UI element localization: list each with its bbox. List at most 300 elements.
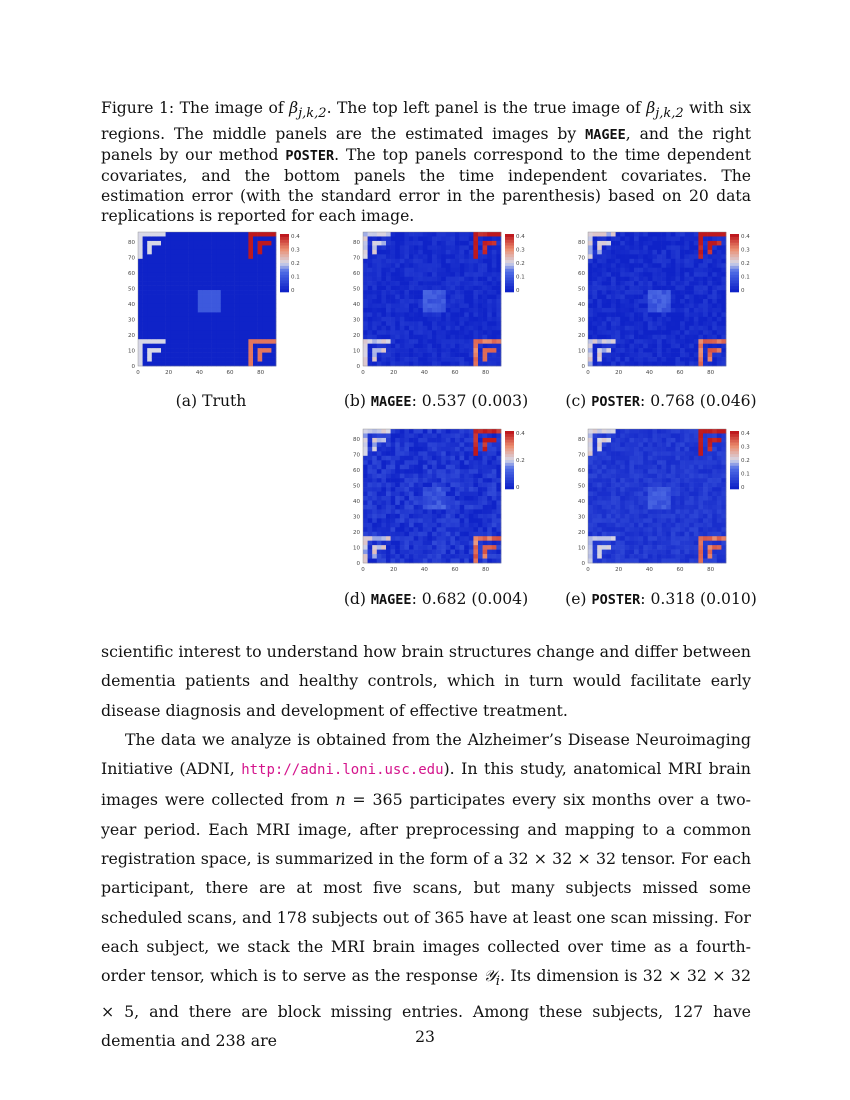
heatmap-cell bbox=[267, 295, 272, 300]
heatmap-cell bbox=[432, 308, 437, 313]
heatmap-cell bbox=[427, 465, 432, 470]
heatmap-cell bbox=[230, 321, 235, 326]
heatmap-cell bbox=[629, 254, 634, 259]
heatmap-cell bbox=[432, 545, 437, 550]
heatmap-cell bbox=[216, 232, 221, 237]
heatmap-cell bbox=[147, 277, 152, 282]
heatmap-cell bbox=[625, 433, 630, 438]
heatmap-cell bbox=[473, 268, 478, 273]
heatmap-cell bbox=[721, 335, 726, 340]
heatmap-cell bbox=[694, 496, 699, 501]
heatmap-cell bbox=[414, 362, 419, 367]
heatmap-cell bbox=[588, 496, 593, 501]
heatmap-cell bbox=[216, 277, 221, 282]
heatmap-cell bbox=[703, 277, 708, 282]
heatmap-cell bbox=[703, 433, 708, 438]
figure-truth bbox=[118, 228, 318, 378]
heatmap-cell bbox=[721, 353, 726, 358]
heatmap-cell bbox=[671, 456, 676, 461]
heatmap-cell bbox=[386, 277, 391, 282]
heatmap-cell bbox=[170, 286, 175, 291]
heatmap-cell bbox=[588, 295, 593, 300]
heatmap-cell bbox=[400, 478, 405, 483]
heatmap-cell bbox=[423, 317, 428, 322]
heatmap-cell bbox=[427, 290, 432, 295]
heatmap-cell bbox=[602, 541, 607, 546]
heatmap-cell bbox=[427, 348, 432, 353]
heatmap-cell bbox=[629, 245, 634, 250]
heatmap-cell bbox=[143, 312, 148, 317]
heatmap-cell bbox=[698, 321, 703, 326]
heatmap-cell bbox=[634, 339, 639, 344]
heatmap-cell bbox=[657, 348, 662, 353]
heatmap-cell bbox=[161, 308, 166, 313]
heatmap-cell bbox=[239, 326, 244, 331]
heatmap-cell bbox=[629, 344, 634, 349]
heatmap-cell bbox=[138, 250, 143, 255]
heatmap-cell bbox=[698, 232, 703, 237]
heatmap-cell bbox=[368, 429, 373, 434]
heatmap-cell bbox=[225, 321, 230, 326]
heatmap-cell bbox=[620, 344, 625, 349]
heatmap-cell bbox=[400, 344, 405, 349]
heatmap-cell bbox=[597, 286, 602, 291]
heatmap-cell bbox=[258, 259, 263, 264]
heatmap-cell bbox=[478, 308, 483, 313]
colorbar-segment bbox=[730, 249, 739, 252]
heatmap-cell bbox=[450, 344, 455, 349]
heatmap-cell bbox=[464, 277, 469, 282]
heatmap-cell bbox=[597, 541, 602, 546]
heatmap-cell bbox=[409, 478, 414, 483]
heatmap-cell bbox=[689, 500, 694, 505]
heatmap-cell bbox=[629, 523, 634, 528]
heatmap-cell bbox=[368, 527, 373, 532]
heatmap-cell bbox=[455, 277, 460, 282]
heatmap-cell bbox=[427, 232, 432, 237]
heatmap-cell bbox=[386, 550, 391, 555]
heatmap-cell bbox=[455, 308, 460, 313]
heatmap-cell bbox=[368, 438, 373, 443]
heatmap-cell bbox=[202, 281, 207, 286]
heatmap-cell bbox=[652, 254, 657, 259]
heatmap-cell bbox=[675, 523, 680, 528]
heatmap-cell bbox=[588, 505, 593, 510]
heatmap-cell bbox=[703, 527, 708, 532]
heatmap-cell bbox=[662, 303, 667, 308]
heatmap-cell bbox=[680, 429, 685, 434]
heatmap-cell bbox=[620, 433, 625, 438]
y-tick-label: 30 bbox=[353, 514, 360, 521]
heatmap-cell bbox=[680, 303, 685, 308]
heatmap-cell bbox=[418, 505, 423, 510]
heatmap-cell bbox=[216, 339, 221, 344]
heatmap-cell bbox=[675, 509, 680, 514]
heatmap-cell bbox=[708, 536, 713, 541]
heatmap-cell bbox=[689, 245, 694, 250]
heatmap-cell bbox=[248, 232, 253, 237]
heatmap-cell bbox=[391, 474, 396, 479]
heatmap-cell bbox=[441, 348, 446, 353]
heatmap-cell bbox=[694, 286, 699, 291]
heatmap-cell bbox=[625, 460, 630, 465]
heatmap-cell bbox=[717, 272, 722, 277]
heatmap-cell bbox=[487, 447, 492, 452]
heatmap-cell bbox=[652, 447, 657, 452]
heatmap-cell bbox=[469, 496, 474, 501]
heatmap-cell bbox=[487, 483, 492, 488]
heatmap-cell bbox=[662, 518, 667, 523]
heatmap-cell bbox=[391, 250, 396, 255]
x-tick-label: 20 bbox=[390, 567, 398, 573]
heatmap-cell bbox=[409, 353, 414, 358]
heatmap-cell bbox=[152, 321, 157, 326]
heatmap-cell bbox=[469, 527, 474, 532]
x-tick-label: 80 bbox=[707, 370, 715, 376]
heatmap-cell bbox=[267, 299, 272, 304]
heatmap-cell bbox=[418, 429, 423, 434]
heatmap-cell bbox=[611, 330, 616, 335]
heatmap-cell bbox=[427, 299, 432, 304]
heatmap-cell bbox=[262, 339, 267, 344]
heatmap-cell bbox=[606, 496, 611, 501]
heatmap-cell bbox=[225, 362, 230, 367]
heatmap-cell bbox=[432, 514, 437, 519]
heatmap-cell bbox=[648, 348, 653, 353]
heatmap-cell bbox=[363, 357, 368, 362]
heatmap-cell bbox=[597, 344, 602, 349]
heatmap-cell bbox=[643, 250, 648, 255]
heatmap-cell bbox=[616, 353, 621, 358]
heatmap-cell bbox=[166, 295, 171, 300]
heatmap-cell bbox=[423, 339, 428, 344]
heatmap-cell bbox=[712, 496, 717, 501]
heatmap-cell bbox=[639, 559, 644, 564]
heatmap-cell bbox=[602, 250, 607, 255]
heatmap-cell bbox=[437, 478, 442, 483]
heatmap-cell bbox=[487, 268, 492, 273]
colorbar-segment bbox=[505, 269, 514, 272]
heatmap-cell bbox=[175, 312, 180, 317]
heatmap-cell bbox=[450, 460, 455, 465]
heatmap-cell bbox=[492, 236, 497, 241]
heatmap-cell bbox=[418, 514, 423, 519]
heatmap-cell bbox=[363, 308, 368, 313]
heatmap-cell bbox=[648, 500, 653, 505]
heatmap-cell bbox=[597, 483, 602, 488]
heatmap-cell bbox=[212, 232, 217, 237]
heatmap-cell bbox=[225, 303, 230, 308]
heatmap-cell bbox=[689, 465, 694, 470]
heatmap-cell bbox=[606, 478, 611, 483]
heatmap-cell bbox=[698, 277, 703, 282]
heatmap-cell bbox=[409, 362, 414, 367]
heatmap-cell bbox=[652, 527, 657, 532]
heatmap-cell bbox=[483, 236, 488, 241]
heatmap-cell bbox=[611, 339, 616, 344]
heatmap-cell bbox=[597, 245, 602, 250]
heatmap-cell bbox=[492, 348, 497, 353]
x-tick-label: 20 bbox=[615, 567, 623, 573]
heatmap-cell bbox=[496, 281, 501, 286]
heatmap-cell bbox=[694, 321, 699, 326]
heatmap-cell bbox=[606, 465, 611, 470]
heatmap-cell bbox=[267, 344, 272, 349]
heatmap-cell bbox=[372, 326, 377, 331]
heatmap-cell bbox=[698, 483, 703, 488]
heatmap-cell bbox=[381, 483, 386, 488]
heatmap-cell bbox=[262, 330, 267, 335]
heatmap-cell bbox=[395, 487, 400, 492]
heatmap-cell bbox=[207, 295, 212, 300]
heatmap-cell bbox=[698, 541, 703, 546]
figure-magee-bottom bbox=[343, 425, 543, 575]
heatmap-cell bbox=[395, 362, 400, 367]
heatmap-cell bbox=[395, 232, 400, 237]
heatmap-cell bbox=[386, 469, 391, 474]
heatmap-cell bbox=[372, 353, 377, 358]
heatmap-cell bbox=[593, 496, 598, 501]
heatmap-cell bbox=[404, 321, 409, 326]
heatmap-cell bbox=[377, 241, 382, 246]
heatmap-cell bbox=[629, 487, 634, 492]
heatmap-cell bbox=[395, 523, 400, 528]
heatmap-cell bbox=[639, 451, 644, 456]
heatmap-cell bbox=[478, 514, 483, 519]
heatmap-cell bbox=[487, 509, 492, 514]
heatmap-cell bbox=[450, 286, 455, 291]
heatmap-cell bbox=[602, 536, 607, 541]
heatmap-cell bbox=[391, 509, 396, 514]
heatmap-cell bbox=[680, 465, 685, 470]
heatmap-cell bbox=[487, 451, 492, 456]
heatmap-cell bbox=[377, 541, 382, 546]
heatmap-cell bbox=[464, 527, 469, 532]
heatmap-cell bbox=[368, 317, 373, 322]
heatmap-cell bbox=[652, 474, 657, 479]
heatmap-cell bbox=[666, 281, 671, 286]
heatmap-cell bbox=[606, 254, 611, 259]
heatmap-cell bbox=[152, 277, 157, 282]
heatmap-cell bbox=[708, 550, 713, 555]
heatmap-cell bbox=[267, 303, 272, 308]
heatmap-cell bbox=[455, 478, 460, 483]
heatmap-cell bbox=[368, 308, 373, 313]
heatmap-cell bbox=[657, 312, 662, 317]
heatmap-cell bbox=[441, 554, 446, 559]
heatmap-cell bbox=[156, 254, 161, 259]
colorbar-tick-label: 0.3 bbox=[291, 247, 300, 254]
heatmap-cell bbox=[662, 527, 667, 532]
heatmap-cell bbox=[685, 438, 690, 443]
heatmap-cell bbox=[593, 460, 598, 465]
heatmap-cell bbox=[487, 335, 492, 340]
heatmap-cell bbox=[652, 232, 657, 237]
heatmap-cell bbox=[606, 456, 611, 461]
heatmap-cell bbox=[496, 339, 501, 344]
heatmap-cell bbox=[685, 353, 690, 358]
heatmap-cell bbox=[675, 469, 680, 474]
heatmap-cell bbox=[446, 509, 451, 514]
heatmap-cell bbox=[432, 474, 437, 479]
heatmap-cell bbox=[175, 326, 180, 331]
heatmap-cell bbox=[708, 456, 713, 461]
heatmap-cell bbox=[478, 277, 483, 282]
heatmap-cell bbox=[652, 312, 657, 317]
heatmap-cell bbox=[166, 321, 171, 326]
heatmap-cell bbox=[625, 295, 630, 300]
heatmap-cell bbox=[450, 541, 455, 546]
heatmap-cell bbox=[455, 263, 460, 268]
heatmap-cell bbox=[712, 330, 717, 335]
heatmap-cell bbox=[244, 290, 249, 295]
heatmap-cell bbox=[597, 317, 602, 322]
heatmap-cell bbox=[657, 451, 662, 456]
heatmap-cell bbox=[680, 478, 685, 483]
heatmap-cell bbox=[404, 545, 409, 550]
heatmap-cell bbox=[368, 460, 373, 465]
heatmap-cell bbox=[239, 250, 244, 255]
heatmap-cell bbox=[666, 505, 671, 510]
heatmap-cell bbox=[418, 295, 423, 300]
heatmap-cell bbox=[689, 487, 694, 492]
heatmap-cell bbox=[588, 254, 593, 259]
heatmap-cell bbox=[455, 518, 460, 523]
heatmap-cell bbox=[423, 541, 428, 546]
colorbar-segment bbox=[505, 249, 514, 252]
heatmap-cell bbox=[473, 277, 478, 282]
heatmap-cell bbox=[138, 317, 143, 322]
heatmap-cell bbox=[221, 321, 226, 326]
heatmap-cell bbox=[455, 268, 460, 273]
heatmap-cell bbox=[611, 433, 616, 438]
heatmap-cell bbox=[717, 245, 722, 250]
heatmap-cell bbox=[602, 518, 607, 523]
heatmap-cell bbox=[588, 245, 593, 250]
heatmap-cell bbox=[400, 308, 405, 313]
heatmap-cell bbox=[721, 451, 726, 456]
heatmap-cell bbox=[616, 541, 621, 546]
heatmap-cell bbox=[648, 272, 653, 277]
heatmap-cell bbox=[202, 326, 207, 331]
heatmap-cell bbox=[675, 268, 680, 273]
heatmap-cell bbox=[671, 321, 676, 326]
colorbar-segment bbox=[505, 460, 514, 463]
heatmap-cell bbox=[202, 299, 207, 304]
heatmap-cell bbox=[446, 460, 451, 465]
heatmap-cell bbox=[588, 321, 593, 326]
heatmap-cell bbox=[138, 290, 143, 295]
heatmap-cell bbox=[698, 536, 703, 541]
heatmap-cell bbox=[230, 268, 235, 273]
heatmap-cell bbox=[685, 460, 690, 465]
heatmap-cell bbox=[694, 277, 699, 282]
heatmap-cell bbox=[175, 317, 180, 322]
heatmap-cell bbox=[386, 541, 391, 546]
heatmap-cell bbox=[404, 447, 409, 452]
heatmap-cell bbox=[189, 299, 194, 304]
heatmap-cell bbox=[147, 348, 152, 353]
heatmap-cell bbox=[230, 245, 235, 250]
heatmap-cell bbox=[175, 299, 180, 304]
heatmap-cell bbox=[381, 509, 386, 514]
heatmap-cell bbox=[409, 496, 414, 501]
heatmap-cell bbox=[441, 496, 446, 501]
heatmap-cell bbox=[363, 286, 368, 291]
heatmap-cell bbox=[483, 303, 488, 308]
heatmap-cell bbox=[202, 335, 207, 340]
heatmap-cell bbox=[597, 456, 602, 461]
heatmap-cell bbox=[193, 232, 198, 237]
heatmap-cell bbox=[643, 281, 648, 286]
heatmap-cell bbox=[657, 483, 662, 488]
heatmap-cell bbox=[629, 353, 634, 358]
heatmap-cell bbox=[616, 326, 621, 331]
heatmap-cell bbox=[409, 286, 414, 291]
heatmap-cell bbox=[483, 536, 488, 541]
heatmap-cell bbox=[657, 550, 662, 555]
heatmap-cell bbox=[478, 433, 483, 438]
heatmap-cell bbox=[143, 268, 148, 273]
heatmap-cell bbox=[685, 469, 690, 474]
heatmap-cell bbox=[648, 281, 653, 286]
heatmap-cell bbox=[593, 303, 598, 308]
heatmap-cell bbox=[606, 362, 611, 367]
heatmap-cell bbox=[418, 460, 423, 465]
heatmap-cell bbox=[166, 250, 171, 255]
heatmap-cell bbox=[496, 527, 501, 532]
heatmap-cell bbox=[671, 523, 676, 528]
heatmap-cell bbox=[588, 456, 593, 461]
heatmap-cell bbox=[657, 236, 662, 241]
heatmap-cell bbox=[427, 554, 432, 559]
heatmap-cell bbox=[248, 263, 253, 268]
heatmap-cell bbox=[446, 496, 451, 501]
heatmap-cell bbox=[487, 330, 492, 335]
heatmap-cell bbox=[271, 277, 276, 282]
colorbar-segment bbox=[505, 475, 514, 478]
heatmap-cell bbox=[198, 312, 203, 317]
heatmap-cell bbox=[437, 335, 442, 340]
heatmap-cell bbox=[662, 250, 667, 255]
heatmap-cell bbox=[593, 478, 598, 483]
heatmap-cell bbox=[437, 433, 442, 438]
heatmap-cell bbox=[606, 469, 611, 474]
heatmap-cell bbox=[597, 272, 602, 277]
heatmap-cell bbox=[662, 286, 667, 291]
heatmap-cell bbox=[363, 348, 368, 353]
heatmap-cell bbox=[400, 317, 405, 322]
heatmap-cell bbox=[221, 317, 226, 322]
adni-link[interactable]: http://adni.loni.usc.edu bbox=[241, 762, 444, 779]
heatmap-cell bbox=[602, 259, 607, 264]
heatmap-cell bbox=[441, 505, 446, 510]
heatmap-cell bbox=[418, 250, 423, 255]
heatmap-cell bbox=[143, 250, 148, 255]
heatmap-cell bbox=[138, 312, 143, 317]
y-tick-label: 50 bbox=[578, 286, 585, 293]
heatmap-cell bbox=[616, 317, 621, 322]
heatmap-cell bbox=[588, 303, 593, 308]
heatmap-cell bbox=[652, 272, 657, 277]
heatmap-cell bbox=[450, 353, 455, 358]
heatmap-cell bbox=[473, 335, 478, 340]
heatmap-cell bbox=[657, 509, 662, 514]
heatmap-cell bbox=[620, 245, 625, 250]
heatmap-cell bbox=[625, 308, 630, 313]
heatmap-cell bbox=[455, 492, 460, 497]
heatmap-cell bbox=[427, 500, 432, 505]
